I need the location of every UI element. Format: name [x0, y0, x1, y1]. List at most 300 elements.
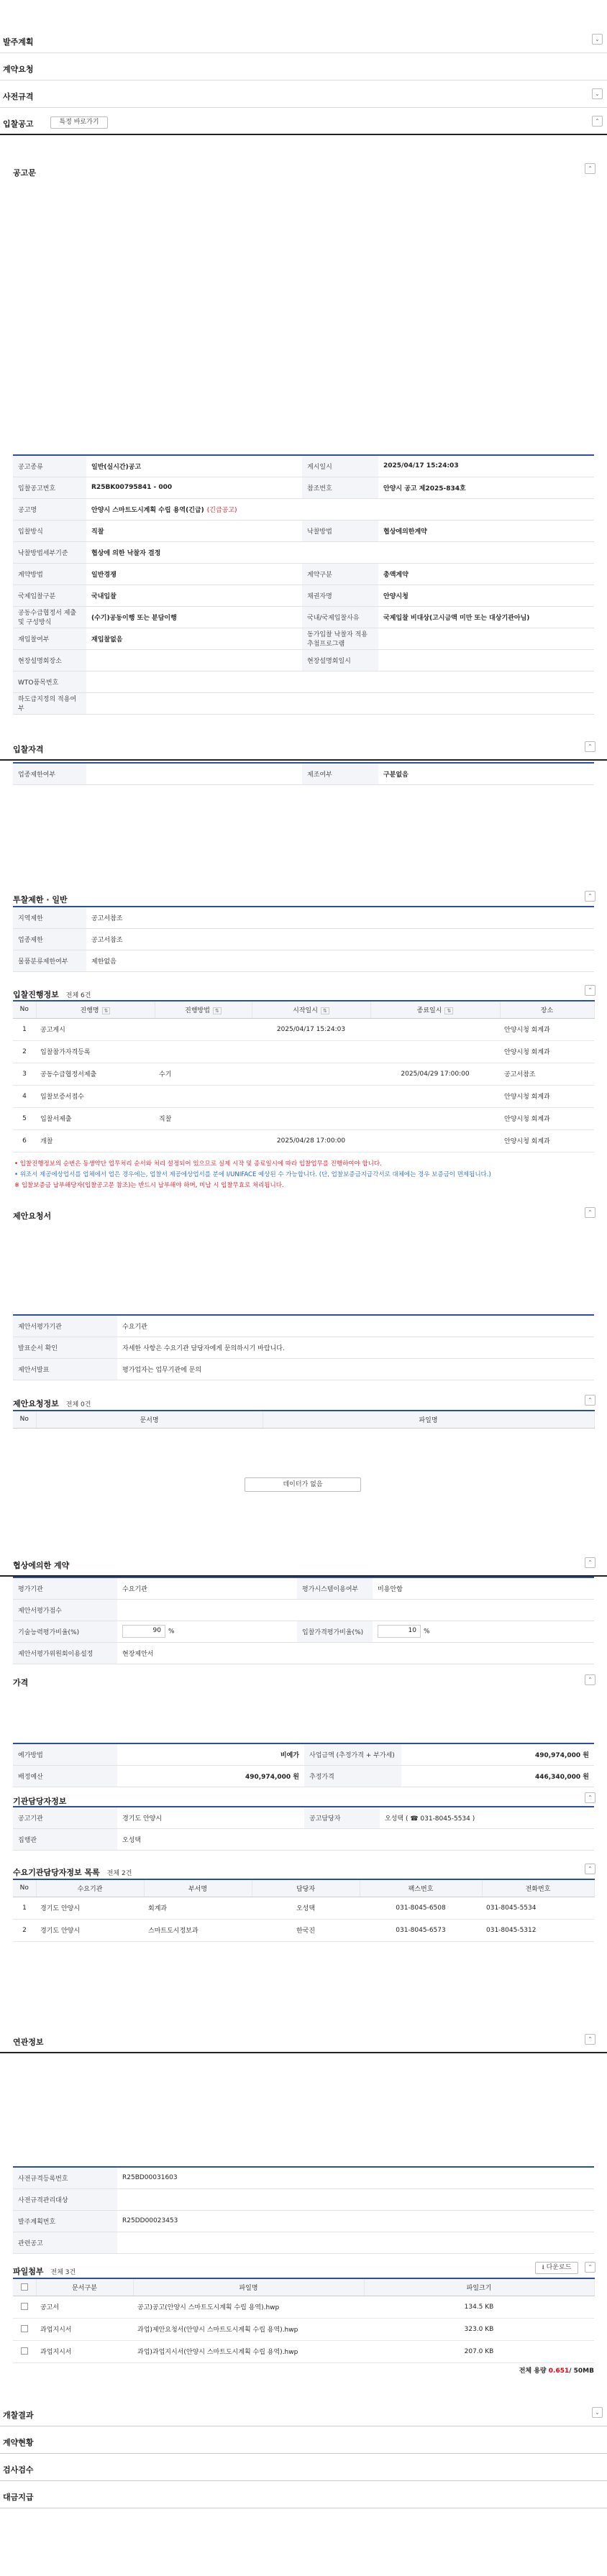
form-row [13, 1599, 594, 1621]
form-row [13, 907, 594, 928]
field-label: 사전규격등록번호 [13, 2167, 117, 2188]
progress-title-text: 입찰진행정보 [13, 990, 59, 999]
field-label: 낙찰방법 [302, 520, 378, 541]
proposal-info-title [13, 1398, 91, 1409]
percent-input[interactable]: 10 [378, 1625, 421, 1638]
section-title: 입찰공고 [3, 119, 34, 129]
field-label: 사전규격관리대상 [13, 2188, 117, 2210]
table-cell: 031-8045-6573 [360, 1919, 482, 1941]
section-contract-request[interactable] [0, 53, 607, 81]
attach-count: 전체 3건 [50, 2269, 76, 2276]
table-cell: 6 [13, 1129, 36, 1152]
progress-table [13, 1000, 595, 1152]
section-title: 사전규격 [3, 92, 34, 101]
chevron-up-icon[interactable]: ⌃ [585, 163, 595, 174]
form-row [13, 2210, 594, 2232]
table-cell: 공고게시 [36, 1018, 155, 1040]
chevron-down-icon[interactable]: ⌄ [592, 88, 603, 99]
field-label: 재입찰여부 [13, 628, 86, 649]
chevron-up-icon[interactable]: ⌃ [585, 1674, 595, 1685]
attach-total-max: / 50MB [569, 2368, 594, 2375]
field-label: 물품분류제한여부 [13, 950, 86, 971]
column-header[interactable]: No [13, 1001, 36, 1018]
form-row [13, 1743, 594, 1765]
table-cell: 경기도 안양시 [36, 1919, 144, 1941]
table-cell: 입찰참가자격등록 [36, 1040, 155, 1063]
doc-type: 공고서 [36, 2296, 133, 2318]
section-title: 대금지급 [3, 2493, 34, 2502]
demand-title [13, 1866, 132, 1878]
percent-unit: % [424, 1628, 430, 1636]
field-value: 직찰 [86, 520, 302, 541]
sort-icon[interactable]: ⇅ [102, 1007, 111, 1014]
chevron-up-icon[interactable]: ⌃ [585, 1864, 595, 1874]
field-label: 집행관 [13, 1828, 117, 1850]
row-checkbox[interactable] [21, 2347, 28, 2355]
download-icon: ⭳ [542, 2264, 547, 2271]
field-value: 국내입찰 [86, 585, 302, 606]
field-value: 수요기관 [117, 1577, 297, 1599]
table-cell: 수기 [155, 1063, 252, 1085]
form-row [13, 1621, 594, 1642]
field-label: 계약구분 [302, 563, 378, 585]
form-row [13, 541, 594, 563]
field-value [117, 2188, 594, 2210]
field-value: 비예가 [117, 1743, 304, 1765]
field-label: 발표순서 확인 [13, 1337, 117, 1358]
table-row [13, 1085, 594, 1107]
field-label: 관련공고 [13, 2232, 117, 2253]
table-row [13, 1897, 594, 1919]
section-title: 협상에의한 계약 [13, 1561, 70, 1570]
field-value: 2025/04/17 15:24:03 [378, 455, 594, 477]
field-label: 제안서평가점수 [13, 1599, 117, 1621]
doc-type: 과업지시서 [36, 2318, 133, 2340]
column-header[interactable]: 전화번호 [482, 1879, 594, 1897]
section-inspection[interactable] [0, 2454, 607, 2481]
chevron-up-icon[interactable]: ⌃ [585, 2262, 595, 2273]
field-value: 안양시청 [378, 585, 594, 606]
table-row [13, 1018, 594, 1040]
field-value [86, 671, 594, 692]
field-value: 490,974,000 원 [401, 1743, 594, 1765]
table-cell [155, 1129, 252, 1152]
select-all-checkbox[interactable] [21, 2283, 28, 2291]
field-label: 공고종류 [13, 455, 86, 477]
field-value: 안양시 공고 제2025-834호 [378, 477, 594, 498]
file-link[interactable]: 과업)과업지시서(안양시 스마트도시계획 수립 용역).hwp [133, 2340, 364, 2362]
field-value: 협상에의한계약 [378, 520, 594, 541]
field-value: 수요기관 [117, 1315, 594, 1337]
table-cell: 경기도 안양시 [36, 1897, 144, 1919]
field-value: 구분없음 [378, 763, 594, 784]
no-data-button[interactable]: 데이터가 없음 [245, 1477, 361, 1492]
table-cell [370, 1129, 500, 1152]
urgent-badge: (긴급공고) [206, 506, 237, 514]
section-negotiation[interactable] [0, 1549, 607, 1577]
field-value: 자세한 사항은 수요기관 담당자에게 문의하시기 바랍니다. [117, 1337, 594, 1358]
form-row [13, 520, 594, 541]
table-cell: 1 [13, 1018, 36, 1040]
table-cell [252, 1085, 370, 1107]
chevron-down-icon[interactable]: ⌄ [592, 2407, 603, 2418]
form-row [13, 455, 594, 477]
table-cell: 오성택 [252, 1897, 360, 1919]
progress-note: ※ 입찰보증금 납부해당자(입찰공고문 참조)는 반드시 납부해야 하며, 미납 시 입찰무효로 처리됩니다. [14, 1182, 284, 1189]
chevron-up-icon[interactable]: ⌃ [592, 116, 603, 127]
section-contract-status[interactable] [0, 2426, 607, 2454]
form-row [13, 563, 594, 585]
section-title: 가격 [13, 1678, 29, 1687]
table-cell [370, 1107, 500, 1129]
form-row [13, 2188, 594, 2210]
form-row [13, 606, 594, 628]
table-cell: 안양시청 회계과 [500, 1040, 594, 1063]
field-label: 배정예산 [13, 1765, 117, 1787]
form-row [13, 1337, 594, 1358]
table-cell: 입찰보증서접수 [36, 1085, 155, 1107]
doc-type: 과업지시서 [36, 2340, 133, 2362]
field-label: 참조번호 [302, 477, 378, 498]
negotiation-table [13, 1577, 594, 1664]
attach-row [13, 2318, 594, 2340]
field-label: 추정가격 [304, 1765, 401, 1787]
chevron-up-icon[interactable]: ⌃ [585, 2034, 595, 2045]
table-cell: 031-8045-5312 [482, 1919, 594, 1941]
field-value [117, 1621, 297, 1642]
related-table [13, 2166, 594, 2254]
table-cell: 안양시청 회계과 [500, 1018, 594, 1040]
column-header[interactable]: 문서구분 [36, 2278, 133, 2296]
table-cell: 한국진 [252, 1919, 360, 1941]
column-header[interactable]: 진행명 ⇅ [36, 1001, 155, 1018]
form-row [13, 1765, 594, 1787]
attach-title [13, 2265, 76, 2277]
section-price[interactable] [0, 1667, 607, 1694]
section-pre-spec[interactable] [0, 81, 607, 108]
field-label: 낙찰방법세부기준 [13, 541, 86, 563]
form-row [13, 692, 594, 714]
form-row [13, 2167, 594, 2188]
field-value: 경기도 안양시 [117, 1807, 304, 1828]
chevron-up-icon[interactable]: ⌃ [585, 1395, 595, 1406]
demand-table [13, 1879, 595, 1942]
table-cell: 공동수급협정서제출 [36, 1063, 155, 1085]
chevron-up-icon[interactable]: ⌃ [585, 985, 595, 996]
field-value: 안양시 스마트도시계획 수립 용역(긴급) (긴급공고) [86, 498, 594, 520]
table-cell: 2025/04/29 17:00:00 [370, 1063, 500, 1085]
sort-icon[interactable]: ⇅ [444, 1007, 453, 1014]
table-cell: 2025/04/28 17:00:00 [252, 1129, 370, 1152]
row-checkbox[interactable] [21, 2303, 28, 2310]
table-cell: 회계과 [144, 1897, 252, 1919]
column-header[interactable]: 담당자 [252, 1879, 360, 1897]
table-cell: 스마트도시정보과 [144, 1919, 252, 1941]
section-bid-notice[interactable] [0, 108, 607, 135]
attach-total [519, 2365, 594, 2375]
field-value [86, 692, 594, 714]
form-row [13, 2232, 594, 2253]
field-value: 미용안함 [373, 1577, 594, 1599]
percent-input[interactable]: 90 [122, 1625, 165, 1638]
field-label: 기술능력평가비율(%) [13, 1621, 117, 1642]
table-cell: 4 [13, 1085, 36, 1107]
column-header[interactable]: 파일명 [133, 2278, 364, 2296]
table-cell: 031-8045-5534 [482, 1897, 594, 1919]
table-cell: 5 [13, 1107, 36, 1129]
table-row [13, 1107, 594, 1129]
column-header[interactable]: 장소 [500, 1001, 594, 1018]
table-cell [155, 1040, 252, 1063]
field-value [378, 628, 594, 649]
table-row [13, 1919, 594, 1941]
field-label: 입찰공고번호 [13, 477, 86, 498]
sort-icon[interactable]: ⇅ [213, 1007, 222, 1014]
field-label: 공고담당자 [304, 1807, 380, 1828]
field-value: R25BK00795841 - 000 [86, 477, 302, 498]
field-value [117, 1599, 594, 1621]
table-cell: 2025/04/17 15:24:03 [252, 1018, 370, 1040]
field-value: 재입찰없음 [86, 628, 302, 649]
checkbox-cell[interactable] [13, 2318, 36, 2340]
field-value: 제한없음 [86, 950, 594, 971]
chevron-up-icon[interactable]: ⌃ [585, 741, 595, 752]
field-value [378, 649, 594, 671]
checkbox-cell[interactable] [13, 2340, 36, 2362]
column-header[interactable]: 문서명 [36, 1411, 263, 1428]
field-label: 업종제한 [13, 928, 86, 950]
form-row [13, 950, 594, 971]
column-header[interactable]: 팩스번호 [360, 1879, 482, 1897]
proposal-info-title-text: 제안요청정보 [13, 1399, 59, 1408]
section-title: 계약현황 [3, 2438, 34, 2447]
column-header[interactable]: 부서명 [144, 1879, 252, 1897]
table-row [13, 1063, 594, 1085]
sort-icon[interactable]: ⇅ [321, 1007, 329, 1014]
field-value [86, 649, 302, 671]
table-cell: 입찰서제출 [36, 1107, 155, 1129]
section-title: 연관정보 [13, 2038, 44, 2047]
field-label: 현장설명회장소 [13, 649, 86, 671]
demand-count: 전체 2건 [106, 1870, 132, 1877]
file-size: 207.0 KB [364, 2340, 594, 2362]
field-label: 발주계획번호 [13, 2210, 117, 2232]
section-title: 개찰결과 [3, 2411, 34, 2420]
proposal-table [13, 1314, 594, 1380]
field-label: 국제입찰구분 [13, 585, 86, 606]
progress-note: • 위조서 제공에상업서를 업체에서 업은 경우에는, 업찰서 제공에상업서를 분에 I/UNIFACE 예상된 수 가능합니다. (단, 업찰보증금지급각서로 대체에는 경우 보증금이 면제됩니다.) [14, 1171, 491, 1178]
file-size: 323.0 KB [364, 2318, 594, 2340]
field-label: 입찰가격평가비율(%) [297, 1621, 373, 1642]
chevron-up-icon[interactable]: ⌃ [585, 1792, 595, 1803]
table-cell: 3 [13, 1063, 36, 1085]
field-value: 협상에 의한 낙찰자 결정 [86, 541, 594, 563]
section-title: 검사검수 [3, 2465, 34, 2475]
table-cell: 안양시청 회계과 [500, 1085, 594, 1107]
field-label: 제조여부 [302, 763, 378, 784]
proposal-info-table [13, 1410, 595, 1429]
table-row [13, 1129, 594, 1152]
row-checkbox[interactable] [21, 2325, 28, 2332]
chevron-down-icon[interactable]: ⌄ [592, 34, 603, 45]
section-payment[interactable] [0, 2481, 607, 2508]
table-cell: 안양시청 회계과 [500, 1107, 594, 1129]
table-cell [252, 1040, 370, 1063]
field-value: 평가업자는 업무기관에 문의 [117, 1358, 594, 1380]
field-value [86, 763, 302, 784]
table-cell [252, 1063, 370, 1085]
section-title: 입찰자격 [13, 745, 44, 754]
field-label: 국내/국제입찰사유 [302, 606, 378, 628]
field-value: R25BD00031603 [117, 2167, 594, 2188]
progress-title [13, 989, 91, 1000]
form-row [13, 1358, 594, 1380]
form-row [13, 649, 594, 671]
field-label: 제안서발표 [13, 1358, 117, 1380]
field-label: 공동수급협정서 제출 및 구성방식 [13, 606, 86, 628]
section-title: 발주계획 [3, 37, 34, 47]
section-bid-result[interactable] [0, 2399, 607, 2426]
field-label: 계약방법 [13, 563, 86, 585]
table-cell: 공고서참조 [500, 1063, 594, 1085]
column-header[interactable]: 시작일시 ⇅ [252, 1001, 370, 1018]
table-cell [155, 1018, 252, 1040]
select-all-header[interactable] [13, 2278, 36, 2296]
field-label: 사업금액 (추정가격 + 부가세) [304, 1743, 401, 1765]
progress-note: • 입찰진행정보의 순번은 동생약단 업무처리 순서와 처리 설정되어 있으므로 실제 시작 및 종료일시에 따라 입찰업무를 진행하여야 합니다. [14, 1160, 382, 1168]
field-value: 446,340,000 원 [401, 1765, 594, 1787]
field-label: 평가시스템이용여부 [297, 1577, 373, 1599]
field-label: 평가기관 [13, 1577, 117, 1599]
form-row [13, 1828, 594, 1850]
field-value: 공고서참조 [86, 907, 594, 928]
demand-title-text: 수요기관담당자정보 목록 [13, 1868, 100, 1877]
field-value: 국제입찰 비대상(고시금액 미만 또는 대상기관아님) [378, 606, 594, 628]
proposal-info-count: 전체 0건 [65, 1401, 91, 1408]
field-label: 채권자명 [302, 585, 378, 606]
field-label: 제안서평가위원회이용설정 [13, 1642, 117, 1664]
field-label: 입찰방식 [13, 520, 86, 541]
table-cell: 2 [13, 1919, 36, 1941]
form-row [13, 1642, 594, 1664]
attach-row [13, 2296, 594, 2318]
field-label: 공고기관 [13, 1807, 117, 1828]
field-value: 공고서참조 [86, 928, 594, 950]
field-label: 하도급지정의 적용여부 [13, 692, 86, 714]
form-row [13, 628, 594, 649]
field-value: R25DD00023453 [117, 2210, 594, 2232]
table-cell [252, 1107, 370, 1129]
column-header[interactable]: 수요기관 [36, 1879, 144, 1897]
field-value [373, 1621, 594, 1642]
field-label: 현장설명회일시 [302, 649, 378, 671]
agency-table [13, 1806, 594, 1851]
progress-count: 전체 6건 [65, 992, 91, 999]
field-value: 일반경쟁 [86, 563, 302, 585]
table-cell [155, 1085, 252, 1107]
percent-unit: % [168, 1628, 175, 1636]
column-header[interactable]: 종료일시 ⇅ [370, 1001, 500, 1018]
form-row [13, 763, 594, 784]
table-row [13, 1040, 594, 1063]
table-cell [370, 1085, 500, 1107]
price-table [13, 1743, 594, 1787]
table-cell: 1 [13, 1897, 36, 1919]
field-label: 지역제한 [13, 907, 86, 928]
field-value: 오성택 [117, 1828, 594, 1850]
qualification-table [13, 762, 594, 785]
section-title: 계약요청 [3, 65, 34, 74]
field-label: 공고명 [13, 498, 86, 520]
notice-info-table [13, 454, 594, 715]
field-value: 오성택 ( ☎ 031-8045-5534 ) [380, 1807, 594, 1828]
column-header[interactable]: 진행방법 ⇅ [155, 1001, 252, 1018]
table-cell: 2 [13, 1040, 36, 1063]
field-label: 동가입찰 낙찰자 적용추첨프로그램 [302, 628, 378, 649]
file-size: 134.5 KB [364, 2296, 594, 2318]
field-value [117, 2232, 594, 2253]
file-link[interactable]: 공고)공고(안양시 스마트도시계획 수립 용역).hwp [133, 2296, 364, 2318]
section-qualification[interactable] [0, 733, 607, 761]
checkbox-cell[interactable] [13, 2296, 36, 2318]
form-row [13, 1315, 594, 1337]
download-label: 다운로드 [546, 2264, 572, 2271]
attach-title-text: 파일첨부 [13, 2267, 44, 2276]
field-label: 예가방법 [13, 1743, 117, 1765]
proposal-title: 제안요청서 [13, 1211, 52, 1221]
table-cell: 직찰 [155, 1107, 252, 1129]
field-value: (수기)공동이행 또는 분담이행 [86, 606, 302, 628]
form-row [13, 671, 594, 692]
field-label: 업종제한여부 [13, 763, 86, 784]
chevron-up-icon[interactable]: ⌃ [585, 1557, 595, 1568]
form-row [13, 498, 594, 520]
table-cell [370, 1040, 500, 1063]
chevron-up-icon[interactable]: ⌃ [585, 1207, 595, 1218]
attach-total-label: 전체 용량 [519, 2368, 547, 2375]
section-related[interactable] [0, 2026, 607, 2053]
attach-table [13, 2278, 595, 2363]
column-header[interactable]: 파일명 [263, 1411, 594, 1428]
notice-doc-title: 공고문 [13, 168, 36, 178]
form-row [13, 477, 594, 498]
field-value: 일반(실시간)공고 [86, 455, 302, 477]
file-link[interactable]: 과업)제안요청서(안양시 스마트도시계획 수립 용역).hwp [133, 2318, 364, 2340]
attach-total-used: 0.651 [548, 2368, 570, 2375]
form-row [13, 1807, 594, 1828]
section-order-plan[interactable] [0, 26, 607, 53]
field-value: 총액계약 [378, 563, 594, 585]
table-cell: 안양시청 회계과 [500, 1129, 594, 1152]
field-value: 490,974,000 원 [117, 1765, 304, 1787]
form-row [13, 585, 594, 606]
restriction-title: 투찰제한 · 일반 [13, 895, 68, 904]
column-header[interactable]: 파일크기 [364, 2278, 594, 2296]
table-cell: 031-8045-6508 [360, 1897, 482, 1919]
table-cell [370, 1018, 500, 1040]
column-header[interactable]: No [13, 1879, 36, 1897]
field-value: 현장제안서 [117, 1642, 594, 1664]
chevron-up-icon[interactable]: ⌃ [585, 891, 595, 902]
download-button[interactable] [535, 2262, 578, 2274]
form-row [13, 1577, 594, 1599]
field-label: 제안서평가기관 [13, 1315, 117, 1337]
agency-title: 기관담당자정보 [13, 1797, 67, 1806]
go-shortcut-button[interactable]: 특정 바로가기 [50, 116, 108, 129]
restriction-table [13, 906, 594, 972]
column-header[interactable]: No [13, 1411, 36, 1428]
attach-row [13, 2340, 594, 2362]
